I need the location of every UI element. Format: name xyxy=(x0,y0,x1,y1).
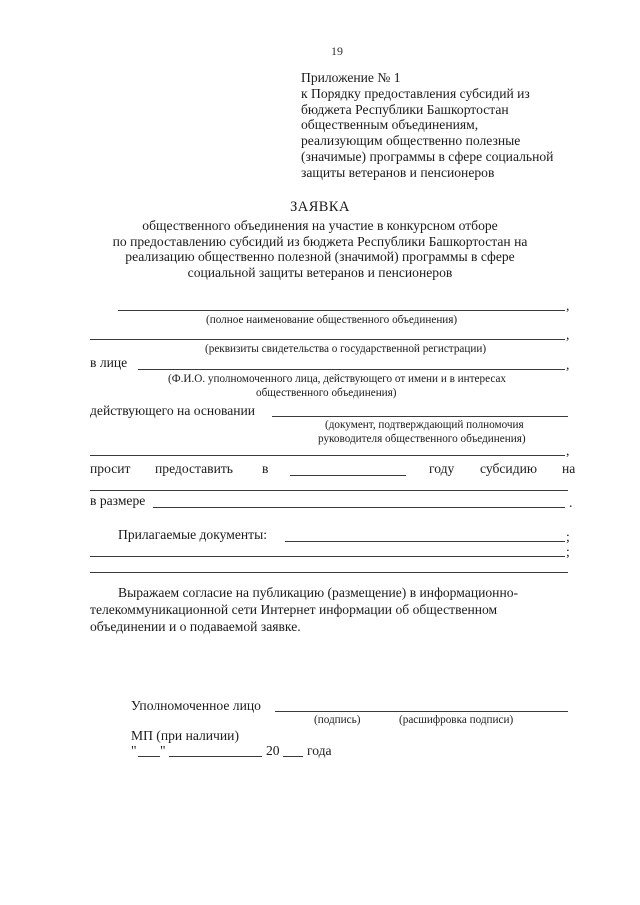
person-name-field[interactable] xyxy=(138,369,565,370)
request-word: году xyxy=(429,461,455,476)
consent-line: объединении и о подаваемой заявке. xyxy=(90,619,301,634)
comma: , xyxy=(566,357,570,372)
year-prefix: 20 xyxy=(266,743,280,758)
annex-line: к Порядку предоставления субсидий из xyxy=(301,85,530,101)
request-word: на xyxy=(562,461,576,476)
amount-field[interactable] xyxy=(153,507,565,508)
attached-docs-field-2[interactable] xyxy=(90,556,565,557)
day-field[interactable] xyxy=(138,756,160,757)
request-word: просит xyxy=(90,461,131,476)
in-person-label: в лице xyxy=(90,355,128,370)
page-number: 19 xyxy=(331,44,343,58)
annex-line: общественным объединениям, xyxy=(301,117,479,133)
consent-line: телекоммуникационной сети Интернет информации об общественном xyxy=(90,602,498,617)
hint-decoding: (расшифровка подписи) xyxy=(399,714,514,726)
basis-document-field[interactable] xyxy=(272,416,568,417)
hint-document-2: руководителя общественного объединения) xyxy=(318,433,526,445)
subtitle-line: реализацию общественно полезной (значимой) программы в сфере xyxy=(125,249,515,264)
annex-line: реализующим общественно полезные xyxy=(301,133,521,149)
authorized-person-label: Уполномоченное лицо xyxy=(131,698,261,713)
document-title: ЗАЯВКА xyxy=(290,199,350,215)
year-suffix-field[interactable] xyxy=(283,756,303,757)
consent-line: Выражаем согласие на публикацию (размещение) в информационно- xyxy=(118,585,519,600)
annex-line: защиты ветеранов и пенсионеров xyxy=(301,164,495,180)
subtitle-line: социальной защиты ветеранов и пенсионеров xyxy=(187,264,453,280)
month-field[interactable] xyxy=(169,756,262,757)
comma: , xyxy=(566,298,570,313)
request-word: в xyxy=(262,461,269,476)
hint-full-name: (полное наименование общественного объединения) xyxy=(206,314,458,326)
subsidy-purpose-field[interactable] xyxy=(90,490,568,491)
hint-document-1: (документ, подтверждающий полномочия xyxy=(325,419,524,431)
attached-docs-field-3[interactable] xyxy=(90,572,568,573)
date-quote-open: " xyxy=(131,743,137,758)
semicolon: ; xyxy=(566,544,570,559)
amount-label: в размере xyxy=(90,493,146,508)
annex-header xyxy=(301,70,553,181)
requisites-field[interactable] xyxy=(90,339,565,340)
annex-line: Приложение № 1 xyxy=(301,70,401,85)
signature-field[interactable] xyxy=(275,711,568,712)
consent-paragraph xyxy=(90,584,570,635)
attached-docs-label: Прилагаемые документы: xyxy=(118,527,268,542)
attached-docs-field[interactable] xyxy=(285,541,565,542)
hint-signature: (подпись) xyxy=(314,714,361,726)
hint-person-1: (Ф.И.О. уполномоченного лица, действующего от имени и в интересах xyxy=(168,373,507,385)
basis-continued-field[interactable] xyxy=(90,455,565,456)
request-word: предоставить xyxy=(155,461,233,476)
comma: , xyxy=(566,443,570,458)
annex-line: (значимые) программы в сфере социальной xyxy=(301,148,554,164)
subtitle-line: по предоставлению субсидий из бюджета Республики Башкортостан на xyxy=(112,233,528,249)
annex-line: бюджета Республики Башкортостан xyxy=(301,101,509,117)
comma: , xyxy=(566,327,570,342)
full-name-field[interactable] xyxy=(118,310,565,311)
acting-basis-label: действующего на основании xyxy=(90,403,256,418)
hint-person-2: общественного объединения) xyxy=(256,387,397,399)
date-quote-close: " xyxy=(160,743,166,758)
subtitle-line: общественного объединения на участие в конкурсном отборе xyxy=(142,218,498,233)
year-word: года xyxy=(307,743,332,758)
request-word: субсидию xyxy=(480,461,538,476)
year-field[interactable] xyxy=(290,475,406,476)
hint-requisites: (реквизиты свидетельства о государственной регистрации) xyxy=(205,343,487,355)
document-subtitle xyxy=(0,218,640,280)
semicolon: ; xyxy=(566,529,570,544)
period: . xyxy=(569,495,573,510)
seal-label: МП (при наличии) xyxy=(131,728,239,743)
